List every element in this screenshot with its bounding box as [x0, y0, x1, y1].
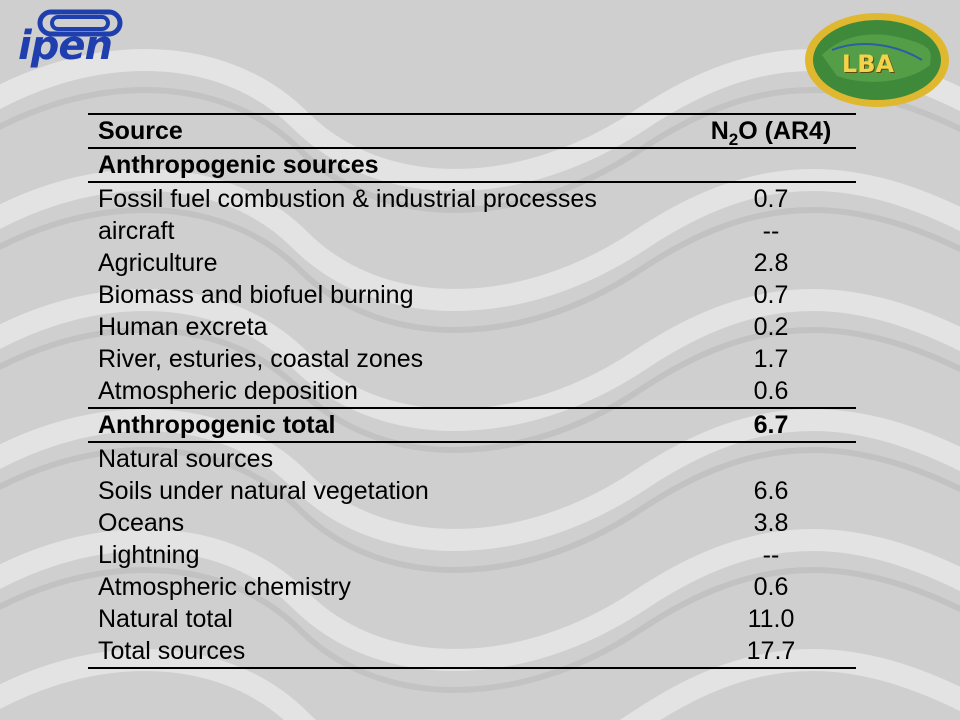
- row-label: Human excreta: [98, 313, 268, 341]
- row-value: 0.6: [753, 573, 789, 601]
- n2o-sources-table: [88, 113, 856, 669]
- table-row: [88, 343, 856, 375]
- table-row: [88, 247, 856, 279]
- row-label: River, esturies, coastal zones: [98, 345, 424, 373]
- row-label: Anthropogenic total: [88, 408, 686, 442]
- row-value: --: [762, 217, 780, 245]
- row-value: 0.7: [686, 182, 856, 215]
- row-value: 17.7: [686, 635, 856, 668]
- row-label: Atmospheric deposition: [98, 377, 358, 405]
- anthropogenic-heading-row: [88, 148, 856, 182]
- table-row: [88, 507, 856, 539]
- row-value: 0.2: [753, 313, 789, 341]
- table-row: [88, 182, 856, 215]
- table-row: [88, 539, 856, 571]
- table-row: [88, 279, 856, 311]
- row-value: 6.6: [753, 477, 789, 505]
- anthropogenic-heading: Anthropogenic sources: [88, 148, 686, 182]
- row-label: Natural total: [98, 605, 233, 633]
- row-label: Agriculture: [98, 249, 218, 277]
- anthropogenic-total-row: [88, 408, 856, 442]
- table-row: [88, 475, 856, 507]
- row-value: 0.7: [753, 281, 789, 309]
- ipen-logo-text: ipen: [18, 23, 112, 69]
- row-value: 3.8: [753, 509, 789, 537]
- row-label: Natural sources: [88, 442, 686, 475]
- row-value: --: [762, 541, 780, 569]
- row-label: Atmospheric chemistry: [98, 573, 351, 601]
- row-label: Soils under natural vegetation: [98, 477, 429, 505]
- row-label: Lightning: [98, 541, 200, 569]
- natural-heading-row: [88, 442, 856, 475]
- table-row: [88, 571, 856, 603]
- table-row: [88, 215, 856, 247]
- row-label: aircraft: [98, 217, 175, 245]
- table-row: [88, 635, 856, 668]
- header-source: Source: [88, 114, 686, 148]
- table-row: [88, 375, 856, 408]
- table-header-row: [88, 114, 856, 148]
- row-value: [686, 442, 856, 475]
- row-label: Total sources: [88, 635, 686, 668]
- table-row: [88, 311, 856, 343]
- table-row: [88, 603, 856, 635]
- lba-logo-text: LBA: [841, 50, 895, 78]
- header-n2o: $N_2O$ (AR4): [686, 114, 856, 148]
- row-value: 2.8: [753, 249, 789, 277]
- row-value: 6.7: [686, 408, 856, 442]
- row-label: Oceans: [98, 509, 185, 537]
- row-label: Biomass and biofuel burning: [98, 281, 414, 309]
- row-value: 11.0: [747, 605, 795, 633]
- row-value: 1.7: [753, 345, 789, 373]
- row-value: 0.6: [753, 377, 789, 405]
- row-label: Fossil fuel combustion & industrial processes: [88, 182, 686, 215]
